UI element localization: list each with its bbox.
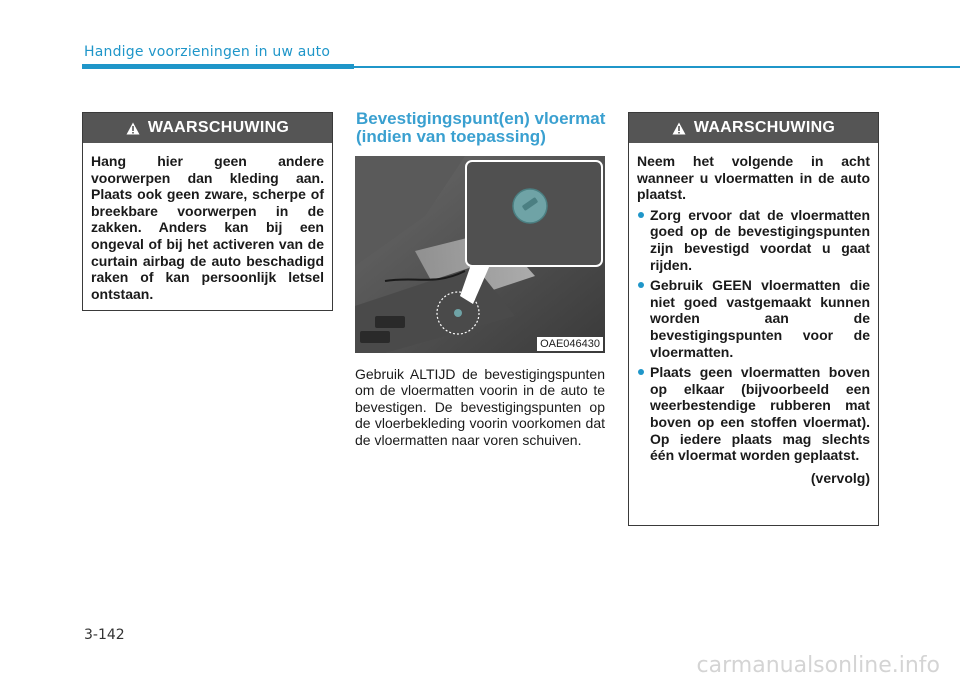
- page-number: 3-142: [84, 627, 125, 643]
- floor-mat-anchor-illustration: [355, 156, 605, 353]
- warning-bullet: Gebruik GEEN vloermatten die niet goed vastgemaakt kunnen worden aan de bevestigingspunten voor de vloermatten.: [637, 277, 870, 360]
- section-body: Gebruik ALTIJD de bevestigingspunten om de vloermatten voorin in de auto te bevestigen. De bevestigingspunten op de vloerbekleding voorin voorkomen dat de vloermatten naar voren schuiven.: [355, 366, 605, 448]
- warning-intro: Neem het volgende in acht wanneer u vloermatten in de auto plaatst.: [637, 153, 870, 203]
- header-rule-thin: [354, 66, 960, 68]
- image-code: OAE046430: [537, 337, 603, 351]
- warning-text: Hang hier geen andere voorwerpen dan kleding aan. Plaats ook geen zware, scherpe of breekbare voorwerpen in de zakken. Anders kan bij een ongeval of bij het activeren van de curtain airbag de auto beschadigd raken of kan persoonlijk letsel ontstaan.: [91, 153, 324, 302]
- warning-box-right: [628, 112, 879, 526]
- section-header-title: Handige voorzieningen in uw auto: [84, 44, 331, 60]
- warning-heading: WAARSCHUWING: [693, 119, 836, 136]
- warning-box-left: [82, 112, 333, 311]
- section-title: Bevestigingspunt(en) vloermat (indien van toepassing): [356, 109, 606, 146]
- warning-triangle-icon: [672, 122, 686, 135]
- header-rule-thick: [82, 64, 354, 69]
- warning-header: [83, 113, 332, 143]
- warning-triangle-icon: [126, 122, 140, 135]
- floor-mat-anchor-photo: [355, 156, 605, 353]
- warning-bullet: Plaats geen vloermatten boven op elkaar (bijvoorbeeld een weerbestendige rubberen mat boven op een stoffen vloermat). Op iedere plaats mag slechts één vloermat worden geplaatst.: [637, 364, 870, 464]
- watermark: carmanualsonline.info: [696, 653, 940, 678]
- warning-bullet-list: [637, 207, 870, 464]
- continued-label: (vervolg): [810, 469, 870, 486]
- warning-heading: WAARSCHUWING: [147, 119, 290, 136]
- warning-bullet: Zorg ervoor dat de vloermatten goed op de bevestigingspunten zijn bevestigd voordat u gaat rijden.: [637, 207, 870, 273]
- warning-header: [629, 113, 878, 143]
